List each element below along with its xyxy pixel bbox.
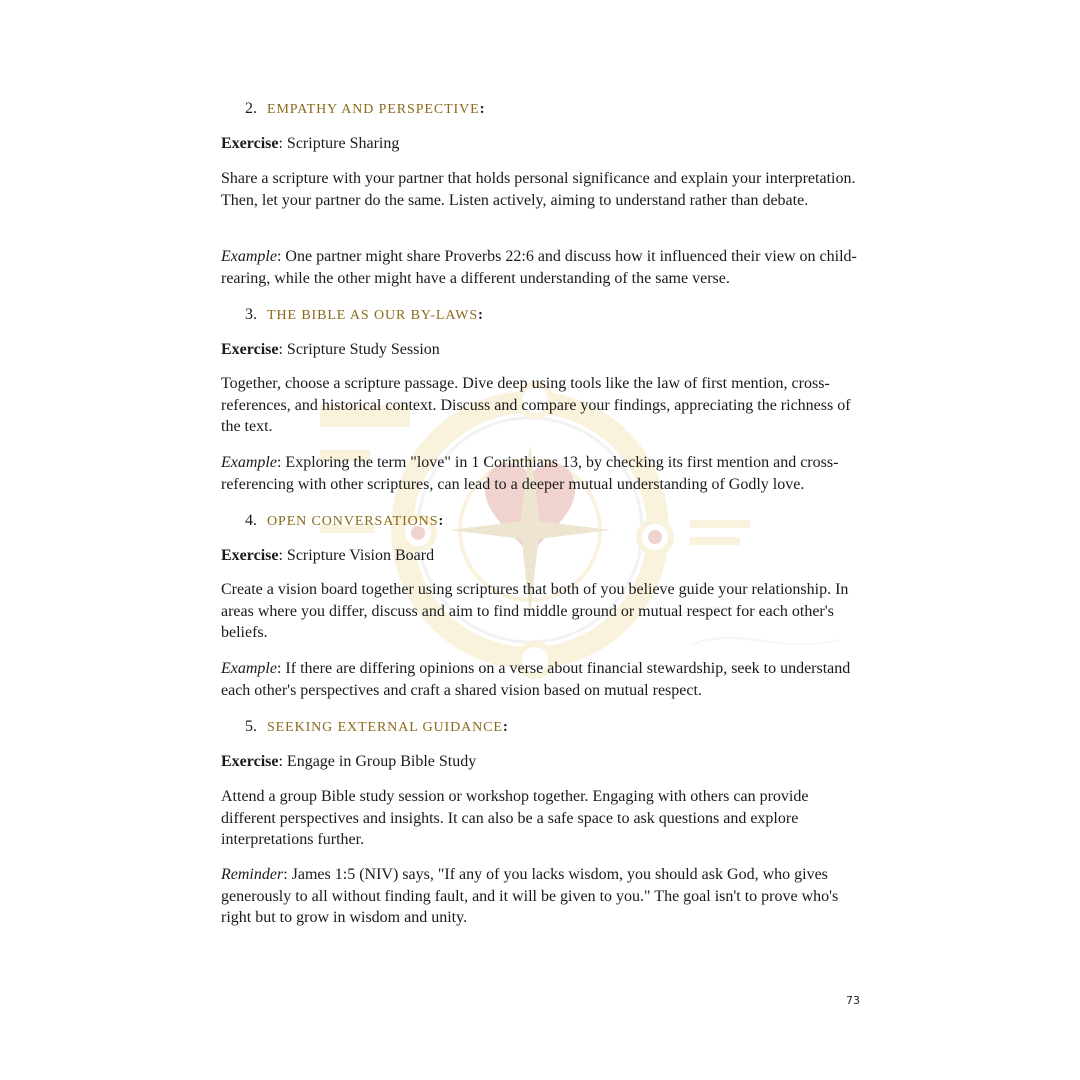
- reminder-text: : James 1:5 (NIV) says, "If any of you lacks wisdom, you should ask God, who gives generously to all without finding fault, and it will be given to you." The goal isn't to prove who's right but to grow in wisdom and unity.: [221, 866, 839, 927]
- exercise-label: Exercise: [221, 753, 279, 770]
- body-paragraph: Share a scripture with your partner that holds personal significance and explain your interpretation. Then, let your partner do the same. Listen actively, aiming to understand rather than debate.: [221, 170, 856, 209]
- section-number: 2.: [245, 100, 257, 117]
- section-heading: [245, 306, 483, 324]
- exercise-label: Exercise: [221, 135, 279, 152]
- reminder-paragraph: [221, 864, 861, 929]
- exercise-text: : Scripture Sharing: [278, 135, 400, 152]
- reminder-label: Reminder: [221, 866, 284, 883]
- example-paragraph: [221, 452, 861, 495]
- example-text: : One partner might share Proverbs 22:6 and discuss how it influenced their view on child-rearing, while the other might have a different understanding of the same verse.: [221, 248, 857, 287]
- section-number: 4.: [245, 512, 257, 529]
- section-heading: [245, 100, 485, 118]
- example-paragraph: [221, 246, 861, 289]
- section-number: 5.: [245, 718, 257, 735]
- example-text: : If there are differing opinions on a verse about financial stewardship, seek to understand each other's perspectives and craft a shared vision based on mutual respect.: [221, 660, 851, 699]
- section-title: THE BIBLE AS OUR BY-LAWS: [267, 308, 479, 323]
- exercise-line: [221, 751, 476, 773]
- exercise-text: : Scripture Vision Board: [278, 547, 435, 564]
- heading-colon: :: [438, 513, 444, 529]
- exercise-line: [221, 133, 399, 155]
- heading-colon: :: [478, 307, 484, 323]
- section-heading: [245, 512, 443, 530]
- page-number: 73: [846, 994, 860, 1007]
- body-paragraph: Attend a group Bible study session or workshop together. Engaging with others can provide different perspectives and insights. It can also be a safe space to ask questions and explore interpretations further.: [221, 788, 809, 849]
- exercise-label: Exercise: [221, 547, 279, 564]
- section-title: SEEKING EXTERNAL GUIDANCE: [267, 720, 503, 735]
- exercise-line: [221, 545, 434, 567]
- example-label: Example: [221, 454, 277, 471]
- exercise-label: Exercise: [221, 341, 279, 358]
- section-title: EMPATHY AND PERSPECTIVE: [267, 102, 480, 117]
- example-label: Example: [221, 248, 277, 265]
- heading-colon: :: [502, 719, 508, 735]
- body-paragraph: Together, choose a scripture passage. Dive deep using tools like the law of first mention, cross-references, and historical context. Discuss and compare your findings, appreciating the richness of the text.: [221, 375, 851, 436]
- example-label: Example: [221, 660, 277, 677]
- exercise-line: [221, 339, 440, 361]
- heading-colon: :: [479, 101, 485, 117]
- section-heading: [245, 718, 508, 736]
- section-number: 3.: [245, 306, 257, 323]
- example-text: : Exploring the term "love" in 1 Corinthians 13, by checking its first mention and cross-referencing with other scriptures, can lead to a deeper mutual understanding of Godly love.: [221, 454, 839, 493]
- exercise-text: : Scripture Study Session: [278, 341, 440, 358]
- body-paragraph: Create a vision board together using scriptures that both of you believe guide your relationship. In areas where you differ, discuss and aim to find middle ground or mutual respect for each other's beliefs.: [221, 581, 849, 642]
- exercise-text: : Engage in Group Bible Study: [278, 753, 477, 770]
- example-paragraph: [221, 658, 861, 701]
- section-title: OPEN CONVERSATIONS: [267, 514, 439, 529]
